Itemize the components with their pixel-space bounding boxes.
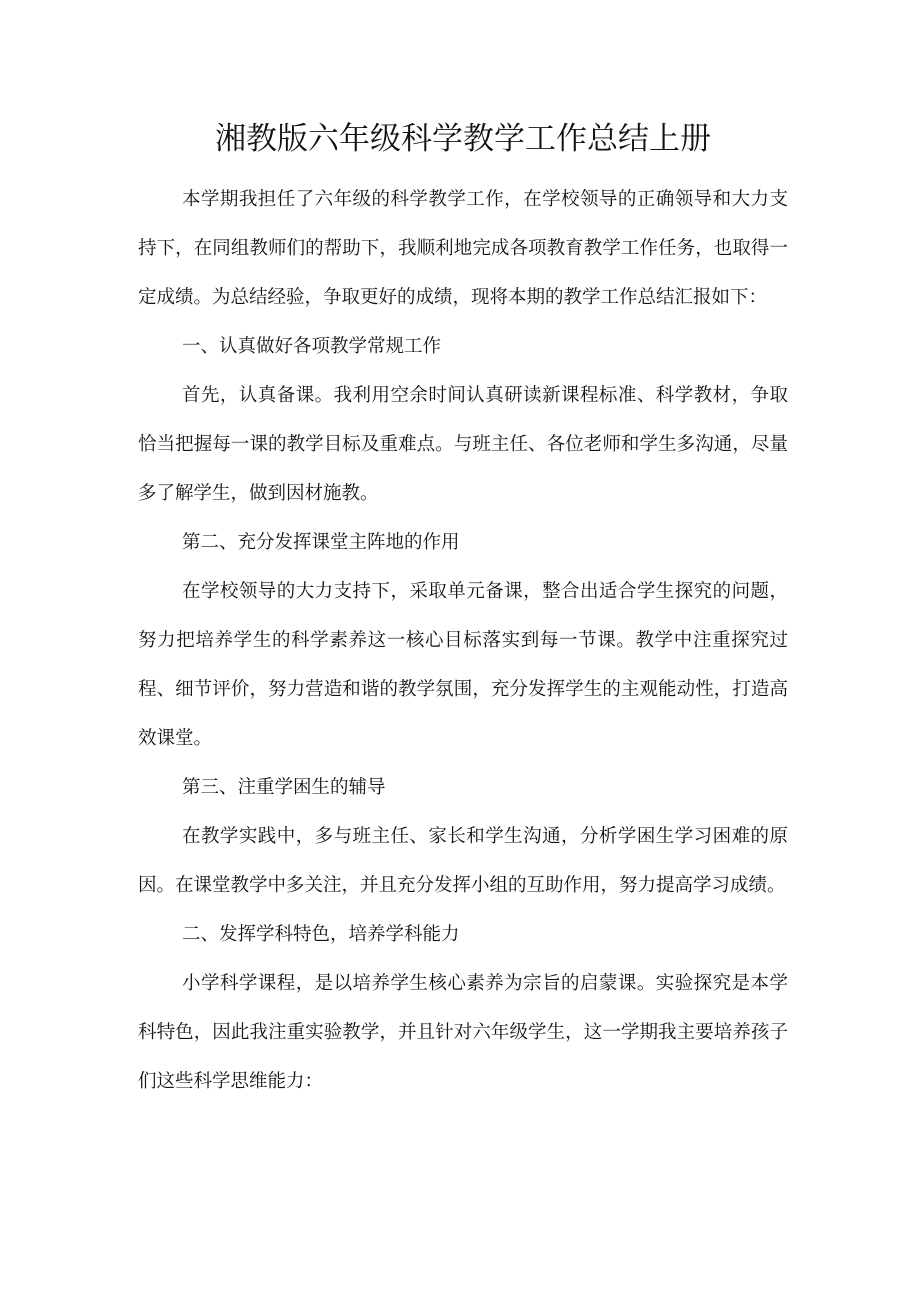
section-1-subparagraph-2: 在学校领导的大力支持下，采取单元备课，整合出适合学生探究的问题，努力把培养学生的科学素养这一核心目标落实到每一节课。教学中注重探究过程、细节评价，努力营造和谐的教学氛围，充分发挥学生的主观能动性，打造高效课堂。 (138, 581, 788, 749)
section-2-paragraph: 小学科学课程，是以培养学生核心素养为宗旨的启蒙课。实验探究是本学科特色，因此我注重实验教学，并且针对六年级学生，这一学期我主要培养孩子们这些科学思维能力： (138, 973, 788, 1092)
document-title: 湘教版六年级科学教学工作总结上册 (215, 121, 711, 157)
section-2-heading: 二、发挥学科特色，培养学科能力 (182, 924, 460, 945)
section-1-subparagraph-3: 在教学实践中，多与班主任、家长和学生沟通，分析学困生学习困难的原因。在课堂教学中多关注，并且充分发挥小组的互助作用，努力提高学习成绩。 (138, 826, 788, 896)
section-1-subheading-3: 第三、注重学困生的辅导 (182, 777, 386, 798)
section-1-subheading-2: 第二、充分发挥课堂主阵地的作用 (182, 532, 460, 553)
section-1-heading: 一、认真做好各项教学常规工作 (182, 336, 442, 357)
section-1-paragraph-1: 首先，认真备课。我利用空余时间认真研读新课程标准、科学教材，争取恰当把握每一课的教学目标及重难点。与班主任、各位老师和学生多沟通，尽量多了解学生，做到因材施教。 (138, 385, 788, 504)
intro-paragraph: 本学期我担任了六年级的科学教学工作，在学校领导的正确领导和大力支持下，在同组教师们的帮助下，我顺利地完成各项教育教学工作任务，也取得一定成绩。为总结经验，争取更好的成绩，现将本期的教学工作总结汇报如下： (138, 189, 788, 308)
document-page (138, 115, 788, 1106)
